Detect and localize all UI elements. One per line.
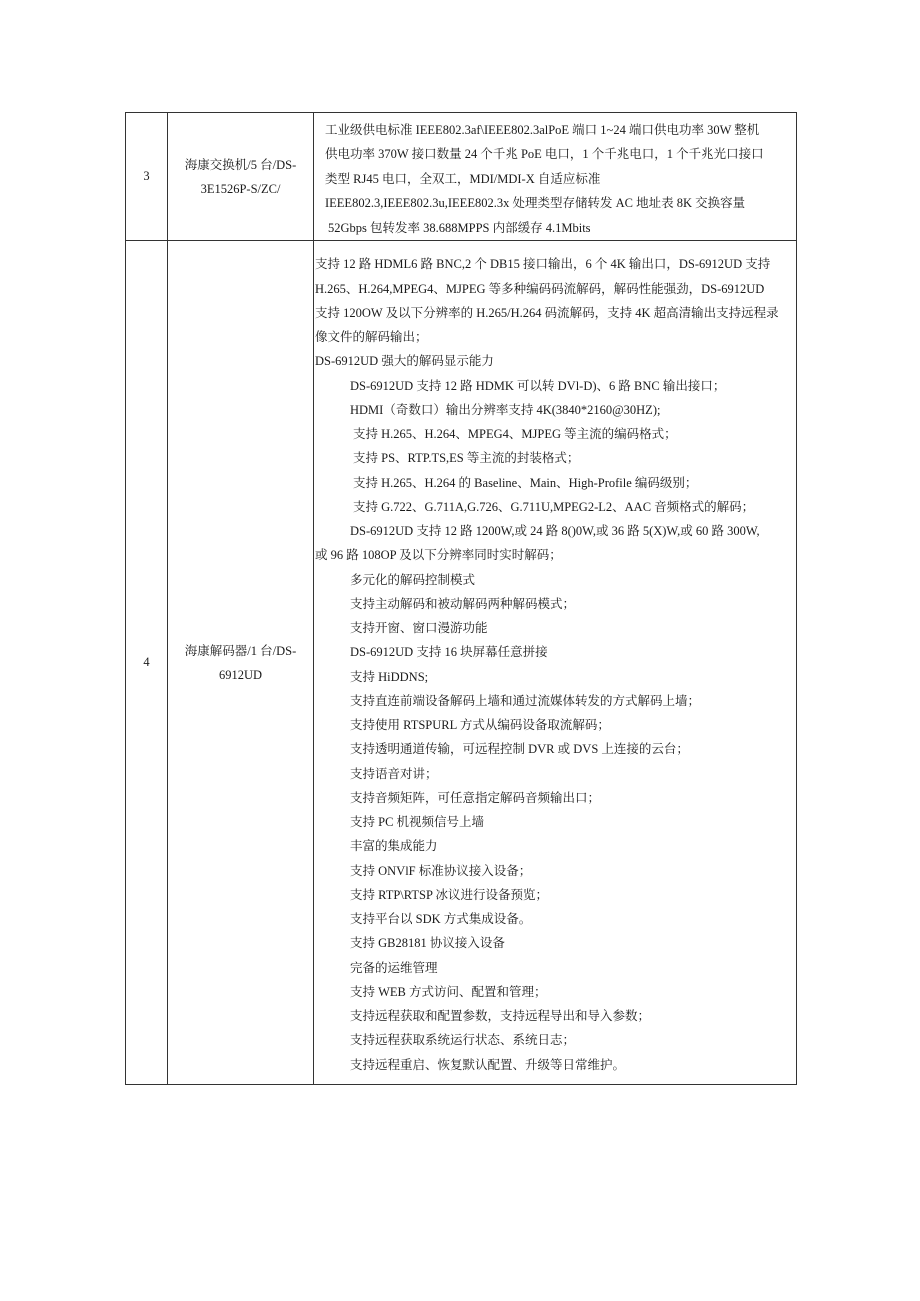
spec-line: 支持 ONVlF 标准协议接入设备； [350, 863, 532, 878]
spec-line: 支持音频矩阵，可任意指定解码音频输出口； [350, 790, 601, 805]
spec-line: 支持 RTP\RTSP 冰议进行设备预览； [350, 887, 549, 902]
spec-line: DS-6912UD 支持 12 路 HDMK 可以转 DVl-D)、6 路 BNC 输出接口； [350, 378, 726, 393]
spec-line: DS-6912UD 支持 12 路 1200W,或 24 路 8()0W,或 36 路 5(X)W,或 60 路 300W, [350, 524, 760, 539]
spec-line: 支持 120OW 及以下分辨率的 H.265/H.264 码流解码，支持 4K 超高清输出支持远程录 [315, 305, 779, 320]
spec-line: 支持语音对讲； [350, 766, 438, 781]
spec-line: HDMI（奇数口）输出分辨率支持 4K(3840*2160@30HZ); [350, 402, 661, 417]
row-number: 3 [126, 113, 168, 241]
device-name-cell [168, 241, 314, 1085]
equipment-spec-table [125, 112, 797, 1085]
spec-line: 支持 HiDDNS; [350, 669, 429, 684]
spec-cell [314, 113, 797, 241]
device-name-line: 3E1526P-S/ZC/ [200, 181, 281, 196]
spec-line: DS-6912UD 支持 16 块屏幕任意拼接 [350, 645, 548, 660]
spec-line: 支持 WEB 方式访问、配置和管理； [350, 984, 547, 999]
table-row [126, 241, 797, 1085]
spec-cell [314, 241, 797, 1085]
spec-line: H.265、H.264,MPEG4、MJPEG 等多种编码码流解码，解码性能强劲，DS-6912UD [315, 281, 765, 296]
spec-line: 支持平台以 SDK 方式集成设备。 [350, 912, 532, 927]
spec-heading: 多元化的解码控制模式 [350, 572, 476, 587]
spec-line: IEEE802.3,IEEE802.3u,IEEE802.3x 处理类型存储转发 AC 地址表 8K 交换容量 [325, 196, 746, 211]
spec-line: 支持透明通道传输，可远程控制 DVR 或 DVS 上连接的云台； [350, 742, 689, 757]
spec-line: 支持 GB28181 协议接入设备 [350, 936, 505, 951]
spec-line: 支持直连前端设备解码上墙和通过流媒体转发的方式解码上墙； [350, 693, 701, 708]
spec-heading: 丰富的集成能力 [350, 839, 438, 854]
spec-line: 支持 H.265、H.264、MPEG4、MJPEG 等主流的编码格式； [353, 427, 677, 442]
spec-line: 支持使用 RTSPURL 方式从编码设备取流解码； [350, 718, 610, 733]
device-name-line: 海康交换机/5 台/DS- [184, 157, 297, 172]
spec-line: 像文件的解码输出； [315, 330, 428, 345]
spec-line: 支持远程获取系统运行状态、系统日志； [350, 1033, 576, 1048]
spec-heading: DS-6912UD 强大的解码显示能力 [315, 354, 494, 369]
spec-line: 支持远程获取和配置参数，支持远程导出和导入参数； [350, 1009, 651, 1024]
spec-line: 支持 PS、RTP.TS,ES 等主流的封装格式； [353, 451, 580, 466]
row-number: 4 [126, 241, 168, 1085]
spec-line: 支持 H.265、H.264 的 Baseline、Main、High-Profile 编码级别； [353, 475, 698, 490]
spec-line: 供电功率 370W 接口数量 24 个千兆 PoE 电口，1 个千兆电口，1 个千兆光口接口 [325, 147, 764, 162]
device-name-line: 6912UD [218, 667, 263, 682]
spec-heading: 完备的运维管理 [350, 960, 438, 975]
spec-line: 类型 RJ45 电口，全双工，MDI/MDI-X 自适应标准 [325, 171, 601, 186]
spec-line: 工业级供电标准 IEEE802.3af\IEEE802.3alPoE 端口 1~24 端口供电功率 30W 整机 [325, 123, 760, 137]
spec-line: 支持主动解码和被动解码两种解码模式； [350, 596, 576, 611]
table-row [126, 113, 797, 241]
device-name-cell [168, 113, 314, 241]
spec-line: 支持 PC 机视频信号上墙 [350, 815, 485, 830]
spec-line: 52Gbps 包转发率 38.688MPPS 内部缓存 4.1Mbits [328, 220, 591, 235]
spec-line: 支持远程重启、恢复默认配置、升级等日常维护。 [350, 1057, 626, 1072]
spec-line: 或 96 路 108OP 及以下分辨率同时实时解码； [315, 548, 562, 563]
device-name-line: 海康解码器/1 台/DS- [184, 643, 297, 658]
spec-line: 支持 12 路 HDML6 路 BNC,2 个 DB15 接口输出，6 个 4K 输出口，DS-6912UD 支持 [315, 257, 771, 272]
spec-line: 支持开窗、窗口漫游功能 [350, 621, 488, 636]
spec-line: 支持 G.722、G.711A,G.726、G.711U,MPEG2-L2、AAC 音频格式的解码； [353, 499, 755, 514]
